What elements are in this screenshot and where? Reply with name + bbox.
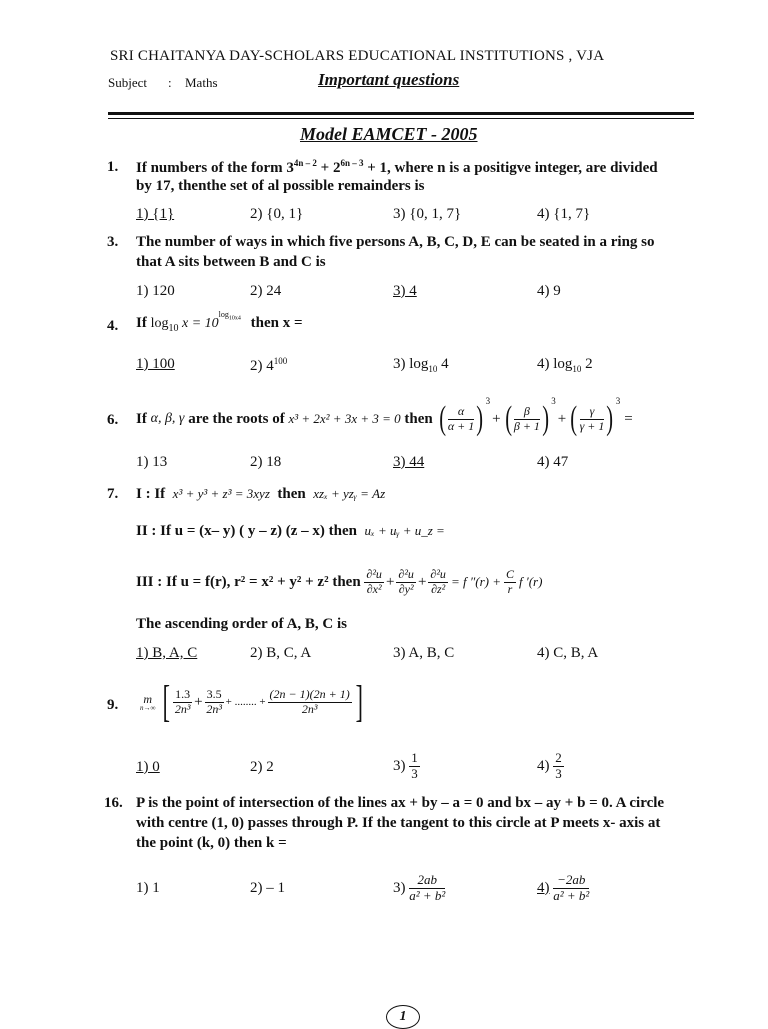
document-title: Important questions xyxy=(318,70,460,89)
exam-title: Model EAMCET - 2005 xyxy=(300,124,478,144)
q7-statement-I: I : If x³ + y³ + z³ = 3xyz then xzₓ + yzᵧ = Az xyxy=(136,486,386,502)
subject-separator: : xyxy=(168,75,172,90)
q6-number: 6. xyxy=(107,412,119,428)
q7-order-question: The ascending order of A, B, C is xyxy=(136,616,347,632)
q9-option-1: 1) 0 xyxy=(136,759,160,775)
q3-number: 3. xyxy=(107,234,119,250)
q16-option-2: 2) – 1 xyxy=(250,880,285,896)
q9-option-2: 2) 2 xyxy=(250,759,274,775)
q1-number: 1. xyxy=(107,159,119,175)
q6-expression: If α, β, γ are the roots of x³ + 2x² + 3x + 3 = 0 then ( $\frac{\alpha}{\alpha + 1}$ ) $^3$ + ( $\frac{\beta}{\beta + 1}$ ) $^3$ + ( $\frac{\gamma}{\gamma + 1}$ ) $^3$ = xyxy=(136,396,633,437)
q1-line2: by 17, thenthe set of al possible remainders is xyxy=(136,178,425,194)
q6-option-4: 4) 47 xyxy=(537,454,569,470)
q16-line2: with centre (1, 0) passes through P. If the tangent to this circle at P meets x- axis at xyxy=(136,815,661,831)
q1-option-1: 1) {1} xyxy=(136,206,175,222)
q16-line3: the point (k, 0) then k = xyxy=(136,835,287,851)
q1-line1: If numbers of the form $3^{4n - 2} + 2^{6n - 3} + 1$, where n is a positigve integer, are divided xyxy=(136,158,658,176)
q7-option-3: 3) A, B, C xyxy=(393,645,455,661)
q16-option-1: 1) 1 xyxy=(136,880,160,896)
q4-option-1: 1) 100 xyxy=(136,356,175,372)
q1-option-2: 2) {0, 1} xyxy=(250,206,304,222)
q9-option-4: 4) $\frac{2}{3}$ xyxy=(537,750,562,781)
q9-number: 9. xyxy=(107,697,119,713)
q16-line1: P is the point of intersection of the lines ax + by – a = 0 and bx – ay + b = 0. A circle xyxy=(136,795,665,811)
q3-line1: The number of ways in which five persons A, B, C, D, E can be seated in a ring so xyxy=(136,234,655,250)
q6-option-2: 2) 18 xyxy=(250,454,282,470)
q4-option-4: 4) $\log_{10} 2$ xyxy=(537,356,593,374)
q7-statement-III: III : If u = f(r), r² = x² + y² + z² then $\frac{\text{∂²u}}{\text{∂x²}}$ + $\frac{\text{∂²u}}{\text{∂y²}}$ + $\frac{\text{∂²u}}{\text{∂z²}}$ = f ″(r) + $\frac{C}{r}$ f ′(r) xyxy=(136,567,543,596)
q7-statement-II: II : If u = (x– y) ( y – z) (z – x) then uₓ + uᵧ + u_z = xyxy=(136,523,445,539)
q3-line2: that A sits between B and C is xyxy=(136,254,326,270)
q16-option-3: 3) $\frac{2ab}{\text{a² + b²}}$ xyxy=(393,872,446,903)
q1-option-3: 3) {0, 1, 7} xyxy=(393,206,462,222)
q4-number: 4. xyxy=(107,318,119,334)
q7-option-2: 2) B, C, A xyxy=(250,645,312,661)
q3-option-2: 2) 24 xyxy=(250,283,282,299)
q9-option-3: 3) $\frac{1}{3}$ xyxy=(393,750,418,781)
institution-name: SRI CHAITANYA DAY-SCHOLARS EDUCATIONAL INSTITUTIONS , VJA xyxy=(110,48,605,64)
q3-option-4: 4) 9 xyxy=(537,283,561,299)
q6-option-3: 3) 44 xyxy=(393,454,425,470)
q7-option-1: 1) B, A, C xyxy=(136,645,198,661)
q7-option-4: 4) C, B, A xyxy=(537,645,599,661)
q4-option-3: 3) $\log_{10} 4$ xyxy=(393,356,449,374)
q3-option-1: 1) 120 xyxy=(136,283,175,299)
subject-value: Maths xyxy=(185,75,218,90)
q16-number: 16. xyxy=(104,795,123,811)
page-number-badge xyxy=(386,1005,420,1029)
header-rule-thick xyxy=(108,112,694,115)
q7-number: 7. xyxy=(107,486,119,502)
q16-option-4: 4) $\frac{-2ab}{\text{a² + b²}}$ xyxy=(537,872,590,903)
header-rule-thin xyxy=(108,118,694,119)
q4-expression: If $\log_{10} x = 10^{log_{10x4}}$ then x = xyxy=(136,310,303,334)
q4-option-2: 2) $4^{100}$ xyxy=(250,356,288,374)
q3-option-3: 3) 4 xyxy=(393,283,417,299)
q9-expression: m n→∞ [ $\frac{1.3}{\text{2n³}}$ + $\frac{3.5}{\text{2n³}}$ + ........ + $\frac{(2n - 1)(2n + 1)}{\text{2n³}}$ ] xyxy=(140,677,363,726)
subject-label: Subject xyxy=(108,75,147,90)
q6-option-1: 1) 13 xyxy=(136,454,168,470)
q1-option-4: 4) {1, 7} xyxy=(537,206,591,222)
page-number: 1 xyxy=(399,1009,407,1024)
